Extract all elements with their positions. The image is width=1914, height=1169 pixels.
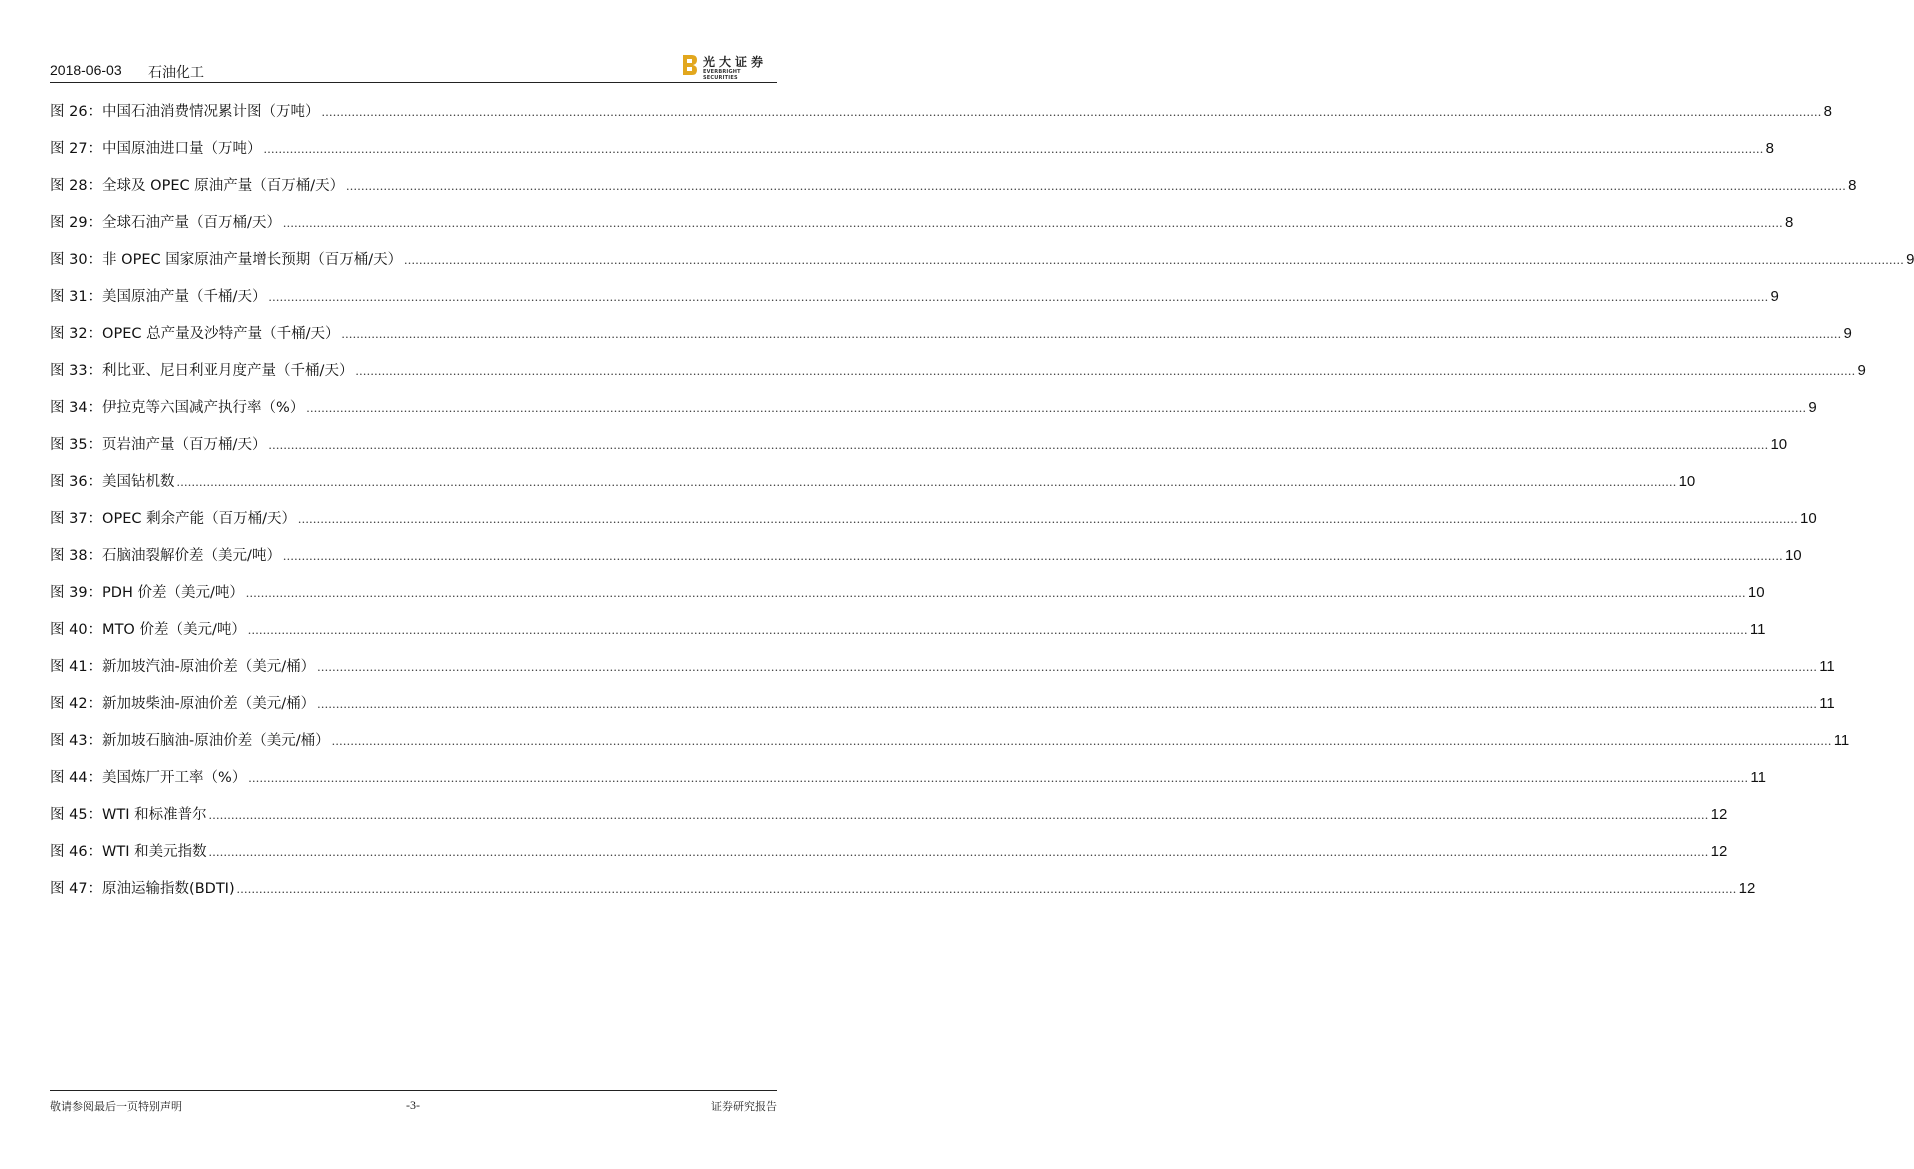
toc-entry-page: 11 — [1749, 621, 1766, 638]
toc-entry-page: 9 — [1843, 325, 1852, 342]
toc-entry-label: 图 37：OPEC 剩余产能（百万桶/天） — [50, 511, 296, 527]
toc-entry[interactable] — [50, 137, 1774, 174]
toc-entry-page: 11 — [1819, 695, 1835, 712]
toc-dot-leader: ................................................................................................................................................................................................................................................................................................................................................................................................................ — [268, 437, 1769, 452]
toc-entry-page: 10 — [1770, 436, 1788, 453]
document-type: 证券研究报告 — [711, 1100, 777, 1113]
toc-entry-page: 8 — [1848, 177, 1857, 194]
toc-entry[interactable] — [50, 581, 1765, 618]
toc-entry[interactable] — [50, 729, 1850, 766]
toc-dot-leader: ................................................................................................................................................................................................................................................................................................................................................................................................................ — [346, 178, 1847, 193]
toc-entry[interactable] — [50, 322, 1852, 359]
toc-entry[interactable] — [50, 211, 1794, 248]
toc-entry[interactable] — [50, 248, 1914, 285]
toc-dot-leader: ................................................................................................................................................................................................................................................................................................................................................................................................................ — [263, 141, 1764, 156]
toc-entry[interactable] — [50, 803, 1728, 840]
toc-entry-page: 11 — [1819, 658, 1835, 675]
toc-entry[interactable] — [50, 877, 1756, 914]
toc-entry-label: 图 36：美国钻机数 — [50, 474, 175, 490]
toc-dot-leader: ................................................................................................................................................................................................................................................................................................................................................................................................................ — [321, 104, 1822, 119]
disclaimer-note: 敬请参阅最后一页特别声明 — [50, 1100, 182, 1113]
toc-entry-page: 12 — [1710, 843, 1728, 860]
toc-entry[interactable] — [50, 618, 1766, 655]
toc-entry[interactable] — [50, 285, 1779, 322]
toc-entry-page: 10 — [1747, 584, 1765, 601]
toc-entry[interactable] — [50, 692, 1835, 729]
toc-dot-leader: ................................................................................................................................................................................................................................................................................................................................................................................................................ — [404, 252, 1905, 267]
toc-entry-label: 图 27：中国原油进口量（万吨） — [50, 141, 262, 157]
toc-dot-leader: ................................................................................................................................................................................................................................................................................................................................................................................................................ — [176, 474, 1677, 489]
toc-entry[interactable] — [50, 507, 1817, 544]
toc-dot-leader: ................................................................................................................................................................................................................................................................................................................................................................................................................ — [317, 659, 1818, 674]
toc-entry-label: 图 34：伊拉克等六国减产执行率（%） — [50, 400, 305, 416]
toc-entry-label: 图 28：全球及 OPEC 原油产量（百万桶/天） — [50, 178, 345, 194]
toc-entry-label: 图 45：WTI 和标准普尔 — [50, 807, 207, 823]
toc-dot-leader: ................................................................................................................................................................................................................................................................................................................................................................................................................ — [331, 733, 1832, 748]
toc-entry-label: 图 42：新加坡柴油-原油价差（美元/桶） — [50, 696, 316, 712]
toc-entry[interactable] — [50, 840, 1728, 877]
toc-entry-label: 图 32：OPEC 总产量及沙特产量（千桶/天） — [50, 326, 340, 342]
toc-entry-page: 8 — [1823, 103, 1832, 120]
toc-entry[interactable] — [50, 655, 1835, 692]
toc-entry-page: 10 — [1800, 510, 1817, 527]
report-date: 2018-06-03 — [50, 62, 122, 78]
toc-dot-leader: ................................................................................................................................................................................................................................................................................................................................................................................................................ — [208, 844, 1709, 859]
toc-dot-leader: ................................................................................................................................................................................................................................................................................................................................................................................................................ — [208, 807, 1709, 822]
toc-dot-leader: ................................................................................................................................................................................................................................................................................................................................................................................................................ — [355, 363, 1856, 378]
toc-entry-label: 图 46：WTI 和美元指数 — [50, 844, 207, 860]
toc-entry-label: 图 26：中国石油消费情况累计图（万吨） — [50, 104, 320, 120]
page-header — [50, 52, 777, 83]
toc-entry-page: 12 — [1738, 880, 1756, 897]
toc-entry-label: 图 39：PDH 价差（美元/吨） — [50, 585, 244, 601]
toc-entry[interactable] — [50, 359, 1866, 396]
toc-entry[interactable] — [50, 544, 1802, 581]
toc-entry-label: 图 43：新加坡石脑油-原油价差（美元/桶） — [50, 733, 330, 749]
toc-entry-page: 11 — [1833, 732, 1850, 749]
toc-entry[interactable] — [50, 433, 1788, 470]
toc-entry[interactable] — [50, 766, 1766, 803]
toc-entry-page: 10 — [1678, 473, 1696, 490]
toc-entry-label: 图 31：美国原油产量（千桶/天） — [50, 289, 267, 305]
toc-entry-label: 图 44：美国炼厂开工率（%） — [50, 770, 247, 786]
logo-name-en: EVERBRIGHT SECURITIES — [703, 69, 741, 81]
toc-entry-page: 12 — [1710, 806, 1728, 823]
everbright-logo-icon — [682, 54, 698, 76]
toc-entry-label: 图 33：利比亚、尼日利亚月度产量（千桶/天） — [50, 363, 354, 379]
toc-entry-label: 图 29：全球石油产量（百万桶/天） — [50, 215, 281, 231]
logo-name: 光大证券 — [703, 55, 768, 69]
toc-dot-leader: ................................................................................................................................................................................................................................................................................................................................................................................................................ — [317, 696, 1818, 711]
toc-dot-leader: ................................................................................................................................................................................................................................................................................................................................................................................................................ — [245, 585, 1746, 600]
figure-table-of-contents — [50, 100, 1914, 914]
toc-entry-page: 10 — [1784, 547, 1802, 564]
toc-entry[interactable] — [50, 100, 1832, 137]
toc-dot-leader: ................................................................................................................................................................................................................................................................................................................................................................................................................ — [341, 326, 1842, 341]
toc-entry-label: 图 35：页岩油产量（百万桶/天） — [50, 437, 267, 453]
toc-dot-leader: ................................................................................................................................................................................................................................................................................................................................................................................................................ — [268, 289, 1769, 304]
toc-entry[interactable] — [50, 174, 1857, 211]
page-number: -3- — [406, 1098, 420, 1112]
company-logo — [682, 52, 777, 81]
toc-entry[interactable] — [50, 396, 1817, 433]
toc-dot-leader: ................................................................................................................................................................................................................................................................................................................................................................................................................ — [306, 400, 1807, 415]
toc-dot-leader: ................................................................................................................................................................................................................................................................................................................................................................................................................ — [248, 770, 1749, 785]
toc-dot-leader: ................................................................................................................................................................................................................................................................................................................................................................................................................ — [247, 622, 1748, 637]
page-footer — [50, 1090, 777, 1119]
toc-dot-leader: ................................................................................................................................................................................................................................................................................................................................................................................................................ — [236, 881, 1737, 896]
toc-entry-label: 图 41：新加坡汽油-原油价差（美元/桶） — [50, 659, 316, 675]
toc-entry-label: 图 40：MTO 价差（美元/吨） — [50, 622, 246, 638]
toc-entry-label: 图 47：原油运输指数(BDTI) — [50, 881, 235, 897]
toc-entry-page: 9 — [1808, 399, 1817, 416]
toc-entry-page: 9 — [1857, 362, 1866, 379]
industry-label: 石油化工 — [148, 64, 204, 80]
toc-entry-page: 9 — [1906, 251, 1914, 268]
toc-dot-leader: ................................................................................................................................................................................................................................................................................................................................................................................................................ — [282, 548, 1783, 563]
toc-entry-page: 8 — [1784, 214, 1794, 231]
toc-dot-leader: ................................................................................................................................................................................................................................................................................................................................................................................................................ — [298, 511, 1798, 526]
toc-entry-label: 图 30：非 OPEC 国家原油产量增长预期（百万桶/天） — [50, 252, 403, 268]
toc-entry-label: 图 38：石脑油裂解价差（美元/吨） — [50, 548, 281, 564]
toc-entry-page: 11 — [1750, 769, 1766, 786]
toc-dot-leader: ................................................................................................................................................................................................................................................................................................................................................................................................................ — [282, 215, 1783, 230]
toc-entry[interactable] — [50, 470, 1696, 507]
toc-entry-page: 9 — [1770, 288, 1779, 305]
toc-entry-page: 8 — [1765, 140, 1774, 157]
